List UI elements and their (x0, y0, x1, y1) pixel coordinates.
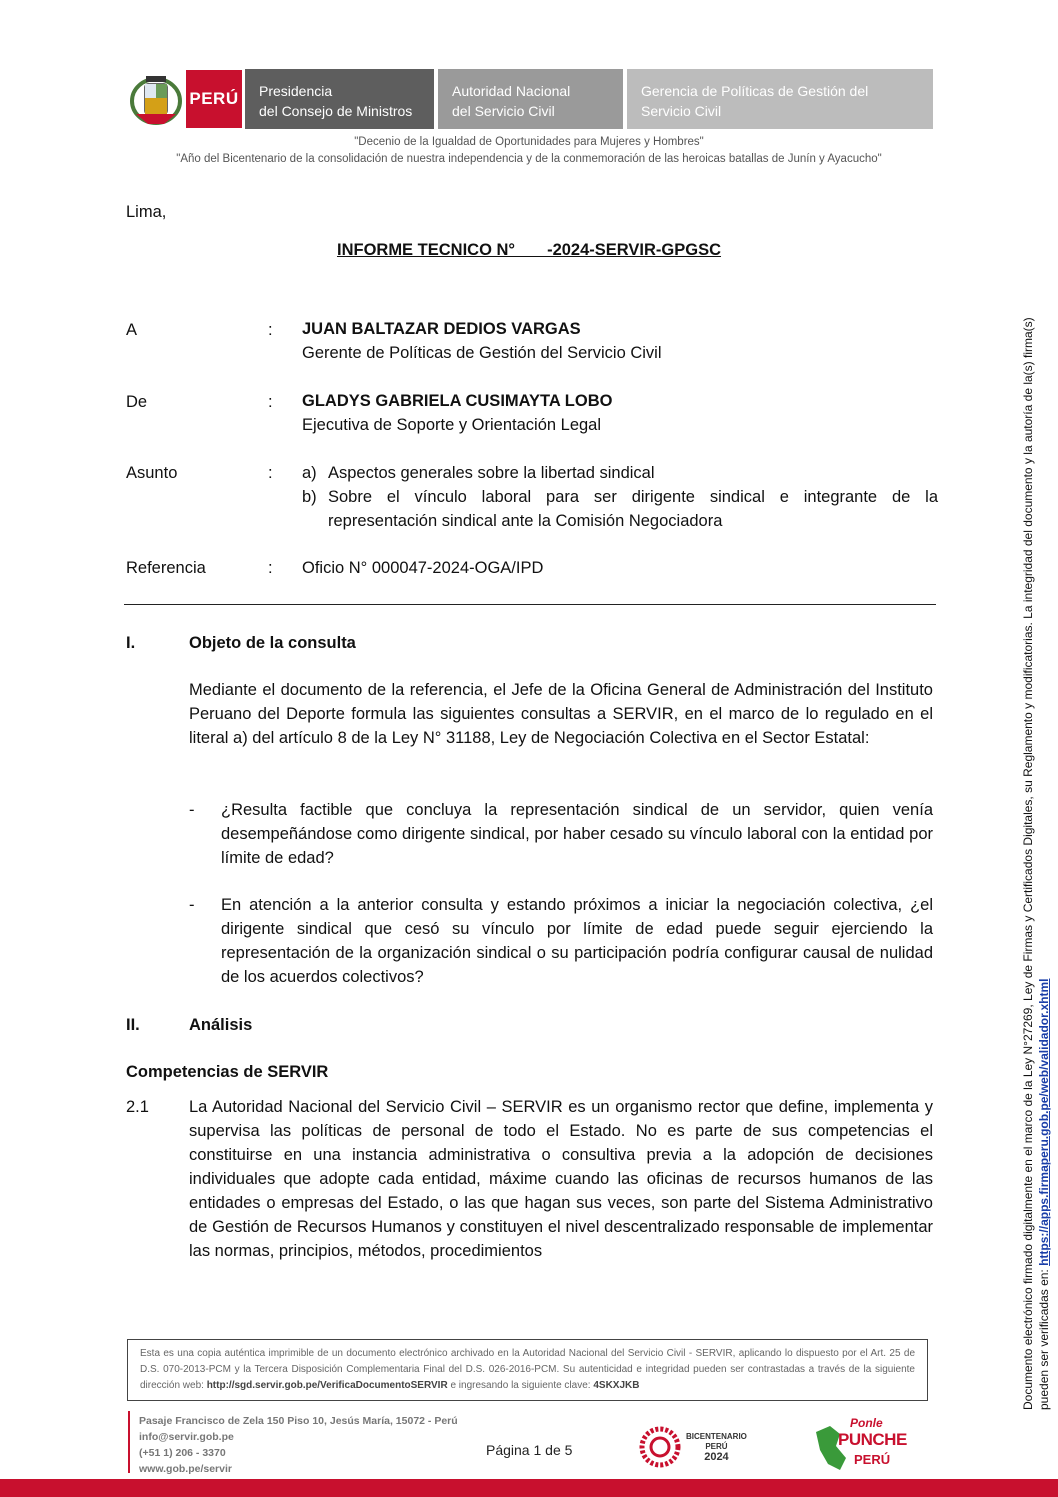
verify-url[interactable]: http://sgd.servir.gob.pe/VerificaDocumentoSERVIR (206, 1380, 448, 1391)
competencias-subheading: Competencias de SERVIR (126, 1063, 329, 1081)
bicentenario-line-2: PERÚ (705, 1442, 728, 1451)
footer-address: Pasaje Francisco de Zela 150 Piso 10, Jesús María, 15072 - Perú (139, 1415, 458, 1427)
from-name: GLADYS GABRIELA CUSIMAYTA LOBO (302, 392, 613, 410)
footer-red-bar (0, 1479, 1058, 1497)
to-role: Gerente de Políticas de Gestión del Servicio Civil (302, 344, 662, 362)
subject-b: Sobre el vínculo laboral para ser dirigente sindical e integrante de la representación sindical ante la Comisión Negociadora (328, 488, 938, 530)
paragraph-2-1-number: 2.1 (126, 1098, 149, 1116)
footer-contact (139, 1413, 458, 1477)
to-label: A (126, 321, 138, 339)
signature-stamp-line-2 (1036, 200, 1052, 1410)
section-1-title: Objeto de la consulta (189, 634, 356, 652)
gerencia-line-1: Gerencia de Políticas de Gestión del (641, 83, 869, 99)
year-motto: "Año del Bicentenario de la consolidación de nuestra independencia y de la conmemoración de las heroicas batallas de Junín y Ayacucho" (176, 153, 882, 165)
ponle-bottom-text: PERÚ (854, 1452, 891, 1467)
footer-phone: (+51 1) 206 - 3370 (139, 1447, 226, 1459)
ref-value: Oficio N° 000047-2024-OGA/IPD (302, 559, 544, 577)
from-role: Ejecutiva de Soporte y Orientación Legal (302, 416, 602, 434)
ponle-main-text: PUNCHE (838, 1430, 907, 1449)
pcm-line-2: del Consejo de Ministros (259, 103, 413, 119)
document-title: INFORME TECNICO N° -2024-SERVIR-GPGSC (336, 241, 722, 259)
subject-a-marker: a) (302, 464, 317, 482)
ref-label: Referencia (126, 559, 206, 577)
subject-label: Asunto (126, 464, 178, 482)
ref-colon: : (268, 559, 273, 577)
bullet-1-marker: - (189, 801, 195, 819)
peru-coat-of-arms-icon (128, 70, 184, 128)
subject-a: Aspectos generales sobre la libertad sindical (328, 464, 655, 482)
paragraph-2-1: La Autoridad Nacional del Servicio Civil – SERVIR es un organismo rector que define, implementa y supervisa las políticas de personal de todo el Estado. No es parte de sus competencias el constituirse en una instancia administrativa o consultiva previa a la adopción de decisiones individuales que adopte cada entidad, máxime cuando las oficinas de recursos humanos de las entidades o empresas del Estado, o las que hagan sus veces, son parte del Sistema Administrativo de Gestión de Recursos Humanos y constituyen el nivel descentralizado responsable de implementar las normas, principios, métodos, procedimientos (189, 1098, 933, 1260)
bullet-2-marker: - (189, 896, 195, 914)
notice-text: Esta es una copia auténtica imprimible de un documento electrónico archivado en la Autoridad Nacional del Servicio Civil - SERVIR, aplicando lo dispuesto por el Art. 25 de D.S. 070-2013-PCM y la Tercera Disposición Complementaria Final del D.S. 026-2016-PCM. Su autenticidad e integridad pueden ser contrastadas a través de la siguiente dirección web: (140, 1348, 915, 1391)
peru-logo: PERÚ (186, 70, 242, 128)
from-label: De (126, 393, 148, 411)
bicentenario-line-1: BICENTENARIO (686, 1432, 747, 1441)
gerencia-header-block (627, 69, 933, 129)
ponle-top-text: Ponle (850, 1416, 883, 1430)
gerencia-line-2: Servicio Civil (641, 103, 722, 119)
servir-line-1: Autoridad Nacional (452, 83, 571, 99)
authenticity-notice (127, 1339, 928, 1401)
pcm-line-1: Presidencia (259, 83, 333, 99)
page-number: Página 1 de 5 (486, 1442, 573, 1458)
place-line: Lima, (126, 203, 167, 221)
bicentenario-line-3: 2024 (704, 1451, 729, 1463)
footer-web[interactable]: www.gob.pe/servir (139, 1463, 232, 1475)
section-1-paragraph: Mediante el documento de la referencia, el Jefe de la Oficina General de Administración del Instituto Peruano del Deporte formula las siguientes consultas a SERVIR, en el marco de lo regulado en el literal a) del artículo 8 de la Ley N° 31188, Ley de Negociación Colectiva en el Sector Estatal: (189, 681, 933, 747)
signature-stamp-prefix: pueden ser verificadas en: (1037, 1265, 1051, 1410)
bicentenario-logo-icon (638, 1425, 682, 1469)
bullet-2: En atención a la anterior consulta y estando próximos a iniciar la negociación colectiva, ¿el dirigente sindical que cesó su vínculo por límite de edad puede seguir ejerciendo la representación de la organización sindical o su participación podría configurar causal de nulidad de los acuerdos colectivos? (221, 896, 933, 986)
signature-stamp-line-1: Documento electrónico firmado digitalmente en el marco de la Ley N°27269, Ley de Firmas y Certificados Digitales, su Reglamento y modificatorias. La integridad del documento y la autoría de la(s) firma(s) (1021, 317, 1035, 1410)
footer-accent-line (128, 1411, 130, 1473)
section-1-number: I. (126, 634, 136, 652)
to-name: JUAN BALTAZAR DEDIOS VARGAS (302, 320, 581, 338)
decade-motto: "Decenio de la Igualdad de Oportunidades para Mujeres y Hombres" (354, 136, 704, 148)
subject-b-marker: b) (302, 488, 317, 506)
notice-mid: e ingresando la siguiente clave: (447, 1380, 594, 1391)
pcm-header-block (245, 69, 434, 129)
servir-line-2: del Servicio Civil (452, 103, 555, 119)
footer-email[interactable]: info@servir.gob.pe (139, 1431, 234, 1443)
digital-signature-stamp (1020, 200, 1052, 1410)
subject-colon: : (268, 464, 273, 482)
to-colon: : (268, 321, 273, 339)
section-2-title: Análisis (189, 1016, 253, 1034)
header-separator (124, 604, 936, 605)
validator-link[interactable]: https://apps.firmaperu.gob.pe/web/validador.xhtml (1037, 978, 1051, 1266)
bullet-1: ¿Resulta factible que concluya la representación sindical de un servidor, quien venía desempeñándose como dirigente sindical, por haber cesado su vínculo laboral con la entidad por límite de edad? (221, 801, 933, 867)
ponle-punche-logo (810, 1416, 910, 1474)
verify-key: 4SKXJKB (593, 1380, 640, 1391)
section-2-number: II. (126, 1016, 140, 1034)
servir-header-block (438, 69, 623, 129)
bicentenario-text (686, 1432, 747, 1462)
from-colon: : (268, 393, 273, 411)
